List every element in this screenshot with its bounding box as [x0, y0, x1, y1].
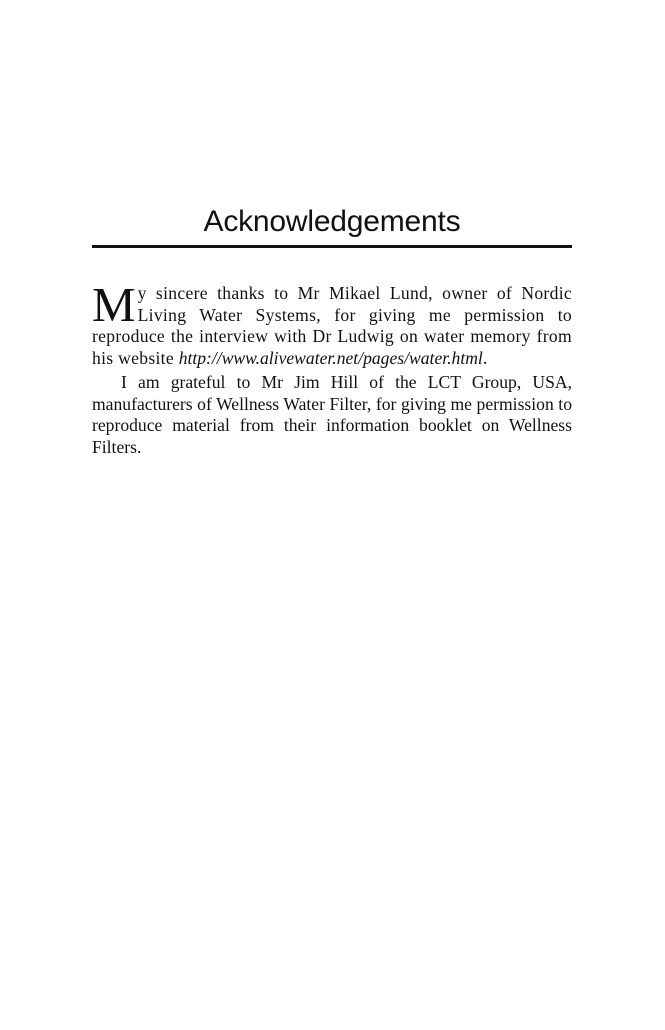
body-text [92, 277, 572, 459]
paragraph-hill-thanks: I am grateful to Mr Jim Hill of the LCT Group, USA, manufacturers of Wellness Water Filter, for giving me permission to reproduce material from their information booklet on Wellness Filters. [92, 371, 572, 457]
paragraph-text: y sincere thanks to Mr Mikael Lund, owner of Nordic Living Water Systems, for giving me permission to reproduce the interview with Dr Ludwig on water memory from his website [92, 283, 572, 369]
title-divider [92, 245, 572, 248]
paragraph-text-end: . [482, 348, 488, 369]
drop-cap-letter: M [92, 277, 136, 332]
page-title: Acknowledgements [203, 205, 461, 238]
website-link[interactable]: http://www.alivewater.net/pages/water.html [178, 348, 483, 369]
paragraph-lund-thanks [92, 277, 572, 370]
